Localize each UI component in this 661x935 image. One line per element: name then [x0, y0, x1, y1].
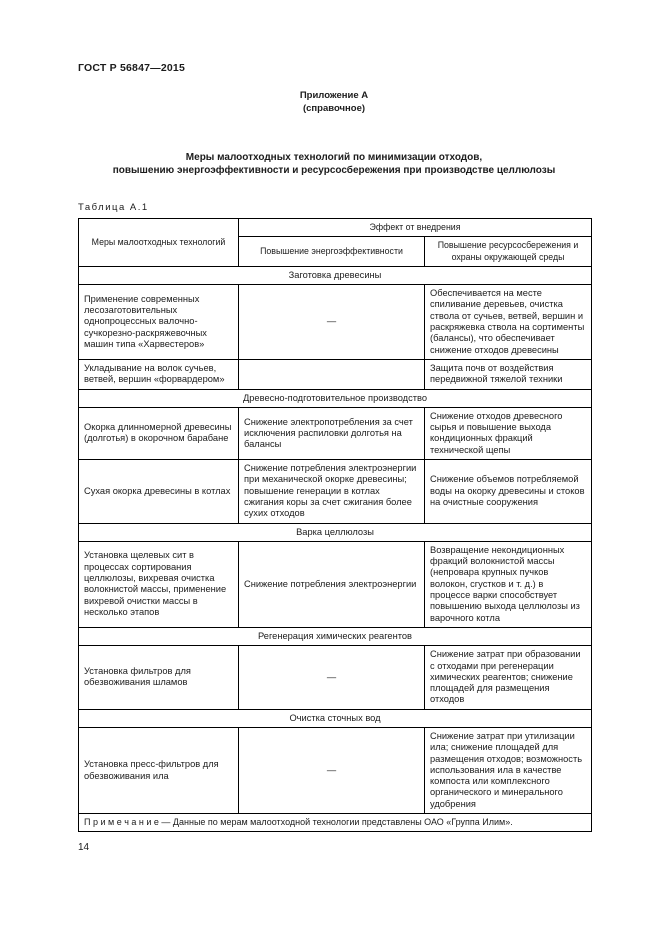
energy-cell: — — [239, 646, 425, 709]
energy-cell — [239, 359, 425, 389]
section-row — [79, 523, 592, 541]
energy-cell: Снижение потребления электроэнергии при механической окорке древесины; повышение генерации в котлах сжигания коры за счет сжигания более сухих отходов — [239, 460, 425, 523]
energy-cell: Снижение потребления электроэнергии — [239, 541, 425, 627]
resource-cell: Снижение отходов древесного сырья и повышение выхода кондиционных фракций технической щепы — [425, 407, 592, 459]
resource-cell: Снижение объемов потребляемой воды на окорку древесины и стоков на очистные сооружения — [425, 460, 592, 523]
measure-cell: Установка пресс-фильтров для обезвоживания ила — [79, 727, 239, 813]
page-number: 14 — [78, 842, 90, 853]
table-row — [79, 646, 592, 709]
table-row — [79, 460, 592, 523]
measure-cell: Окорка длинномерной древесины (долготья) в окорочном барабане — [79, 407, 239, 459]
resource-cell: Защита почв от воздействия передвижной тяжелой техники — [425, 359, 592, 389]
energy-cell: — — [239, 727, 425, 813]
section-row — [79, 389, 592, 407]
table-note: П р и м е ч а н и е — Данные по мерам малоотходной технологии представлены ОАО «Группа Илим». — [79, 814, 592, 832]
appendix-subtitle: (справочное) — [302, 102, 366, 114]
page-title — [70, 151, 598, 177]
section-title: Древесно-подготовительное производство — [79, 389, 592, 407]
note-row — [79, 814, 592, 832]
energy-cell: Снижение электропотребления за счет исключения распиловки долготья на балансы — [239, 407, 425, 459]
appendix-heading — [78, 90, 590, 115]
resource-cell: Снижение затрат при утилизации ила; снижение площадей для размещения отходов; возможность использования ила в качестве компоста или комплексного органического и минерального удобрения — [425, 727, 592, 813]
page-title-line1: Меры малоотходных технологий по минимизации отходов, — [185, 152, 483, 163]
measure-cell: Сухая окорка древесины в котлах — [79, 460, 239, 523]
section-row — [79, 627, 592, 645]
table-row — [79, 727, 592, 813]
measure-cell: Установка фильтров для обезвоживания шламов — [79, 646, 239, 709]
section-title: Очистка сточных вод — [79, 709, 592, 727]
section-title: Заготовка древесины — [79, 266, 592, 284]
section-title: Регенерация химических реагентов — [79, 627, 592, 645]
table-label: Таблица А.1 — [78, 202, 149, 213]
measure-cell: Применение современных лесозаготовительных однопроцессных валочно-сучкорезно-раскряжевочных машин типа «Харвестеров» — [79, 285, 239, 360]
table-row — [79, 541, 592, 627]
resource-cell: Обеспечивается на месте спиливание деревьев, очистка ствола от сучьев, ветвей, вершин и раскряжевка ствола на сортименты (балансы), что обеспечивает снижение отходов древесины — [425, 285, 592, 360]
header-measures: Меры малоотходных технологий — [79, 219, 239, 267]
table-row — [79, 359, 592, 389]
header-energy: Повышение энергоэффективности — [239, 237, 425, 267]
header-effect: Эффект от внедрения — [239, 219, 592, 237]
energy-cell: — — [239, 285, 425, 360]
section-row — [79, 266, 592, 284]
resource-cell: Возвращение некондиционных фракций волокнистой массы (непровара крупных пучков волокон, сгустков и т. д.) в процессе варки способствует повышению выхода целлюлозы из варочного котла — [425, 541, 592, 627]
header-resources: Повышение ресурсосбережения и охраны окружающей среды — [425, 237, 592, 267]
measures-table — [78, 218, 592, 832]
doc-number: ГОСТ Р 56847—2015 — [78, 62, 186, 74]
appendix-title: Приложение А — [299, 90, 369, 101]
resource-cell: Снижение затрат при образовании с отходами при регенерации химических реагентов; снижение площадей для размещения отходов — [425, 646, 592, 709]
table-row — [79, 285, 592, 360]
page-title-line2: повышению энергоэффективности и ресурсосбережения при производстве целлюлозы — [112, 165, 556, 176]
section-row — [79, 709, 592, 727]
measure-cell: Установка щелевых сит в процессах сортирования целлюлозы, вихревая очистка волокнистой массы, применение вихревой очистки массы в несколько этапов — [79, 541, 239, 627]
measure-cell: Укладывание на волок сучьев, ветвей, вершин «форвардером» — [79, 359, 239, 389]
table-header-row-1 — [79, 219, 592, 237]
section-title: Варка целлюлозы — [79, 523, 592, 541]
table-row — [79, 407, 592, 459]
